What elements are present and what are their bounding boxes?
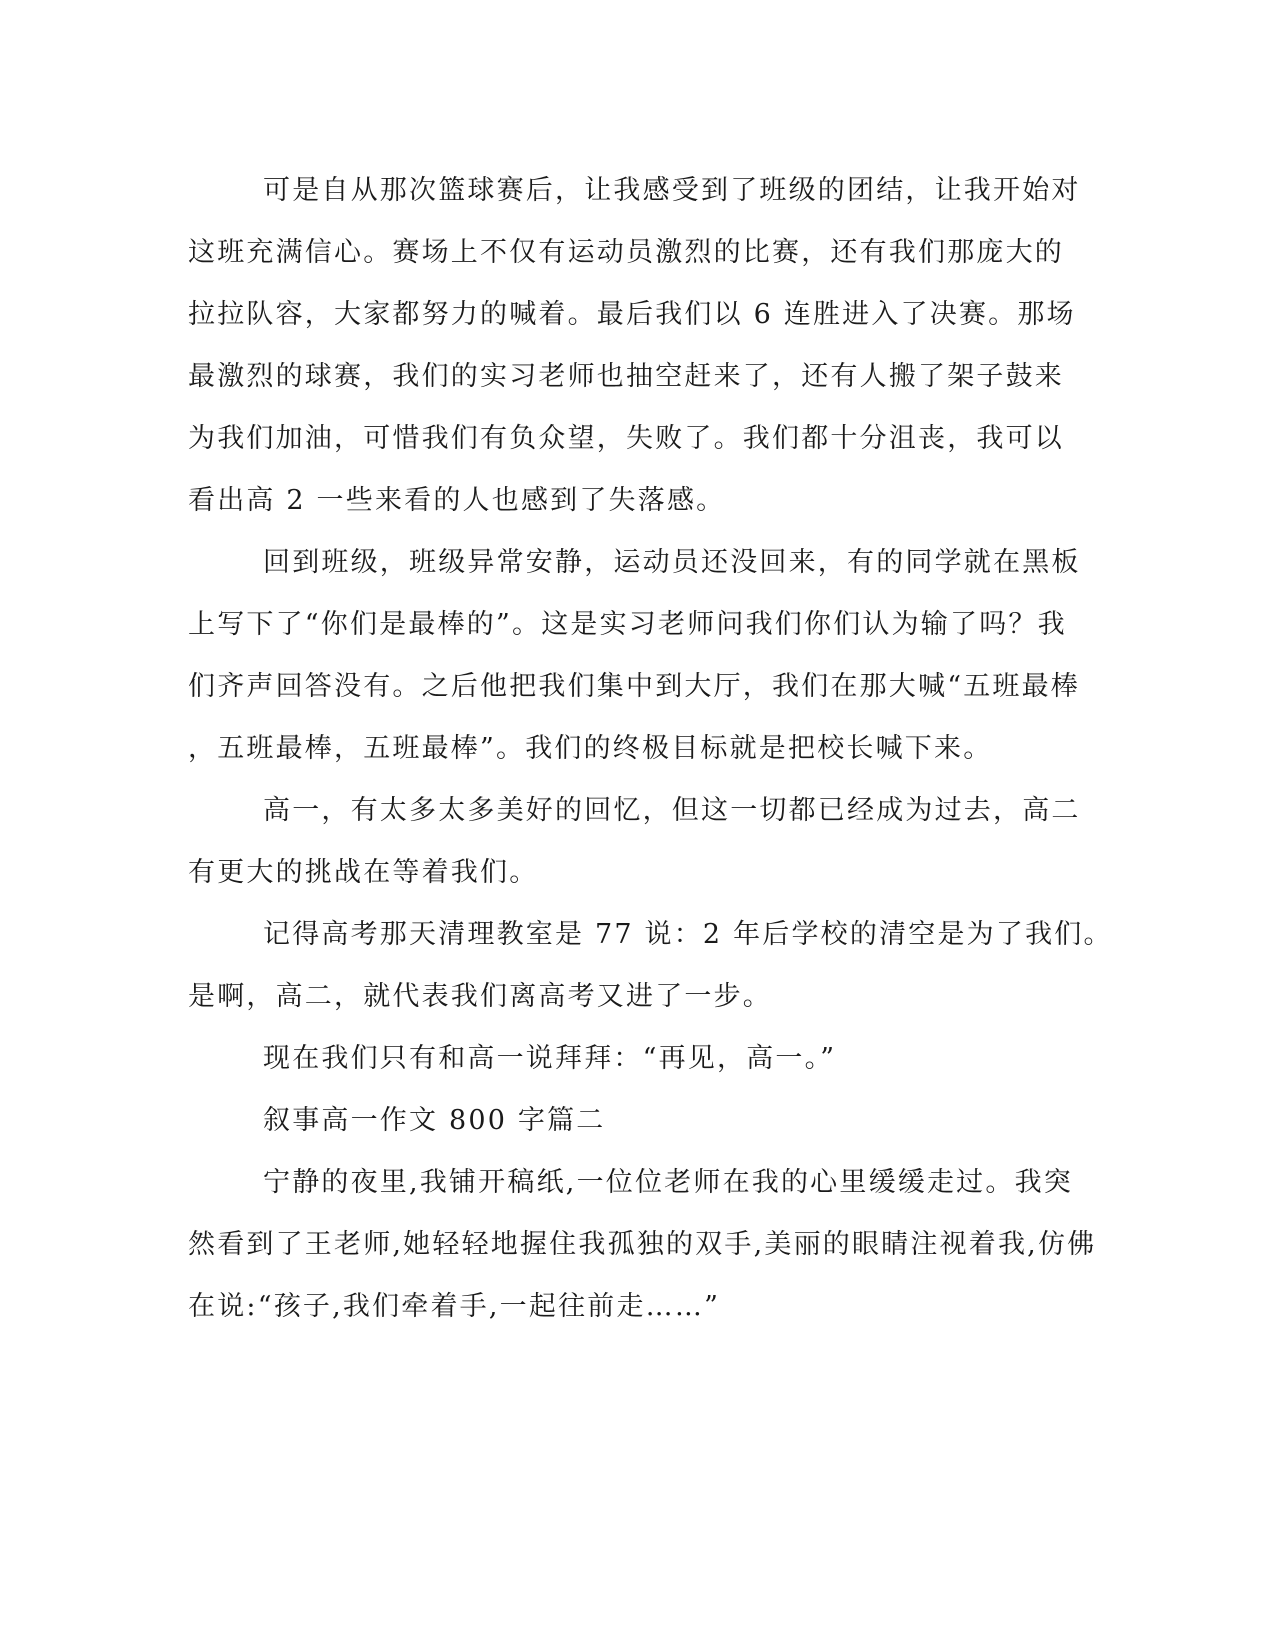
paragraph	[188, 1152, 1097, 1338]
heading-line: 叙事高一作文 800 字篇二	[263, 1105, 606, 1136]
paragraph-line: 现在我们只有和高一说拜拜：“再见，高一。”	[263, 1043, 837, 1074]
paragraph-line: 们齐声回答没有。之后他把我们集中到大厅，我们在那大喊“五班最棒	[188, 671, 1081, 702]
paragraph-line: 最激烈的球赛，我们的实习老师也抽空赶来了，还有人搬了架子鼓来	[188, 361, 1064, 392]
paragraph-line: 宁静的夜里,我铺开稿纸,一位位老师在我的心里缓缓走过。我突	[263, 1167, 1073, 1198]
paragraph-line: 有更大的挑战在等着我们。	[188, 857, 539, 888]
paragraph-line: 是啊，高二，就代表我们离高考又进了一步。	[188, 981, 772, 1012]
paragraph-line: 在说:“孩子,我们牵着手,一起往前走……”	[188, 1291, 721, 1322]
paragraph-line: 拉拉队容，大家都努力的喊着。最后我们以 6 连胜进入了决赛。那场	[188, 299, 1076, 330]
paragraph-line: 回到班级，班级异常安静，运动员还没回来，有的同学就在黑板	[263, 547, 1081, 578]
section-heading	[188, 1090, 1088, 1152]
paragraph-line: ，五班最棒，五班最棒”。我们的终极目标就是把校长喊下来。	[188, 733, 993, 764]
paragraph-line: 可是自从那次篮球赛后，让我感受到了班级的团结，让我开始对	[263, 175, 1081, 206]
paragraph	[188, 532, 1088, 780]
paragraph-line: 上写下了“你们是最棒的”。这是实习老师问我们你们认为输了吗？我	[188, 609, 1067, 640]
essay-body	[188, 160, 1113, 1338]
paragraph-line: 看出高 2 一些来看的人也感到了失落感。	[188, 485, 726, 516]
paragraph-line: 这班充满信心。赛场上不仅有运动员激烈的比赛，还有我们那庞大的	[188, 237, 1064, 268]
paragraph-line: 为我们加油，可惜我们有负众望，失败了。我们都十分沮丧，我可以	[188, 423, 1064, 454]
paragraph	[188, 780, 1088, 904]
paragraph	[188, 1028, 1088, 1090]
paragraph-line: 记得高考那天清理教室是 77 说：2 年后学校的清空是为了我们。	[263, 919, 1113, 950]
paragraph	[188, 160, 1088, 532]
paragraph-line: 高一，有太多太多美好的回忆，但这一切都已经成为过去，高二	[263, 795, 1081, 826]
paragraph-line: 然看到了王老师,她轻轻地握住我孤独的双手,美丽的眼睛注视着我,仿佛	[188, 1229, 1097, 1260]
paragraph	[188, 904, 1113, 1028]
